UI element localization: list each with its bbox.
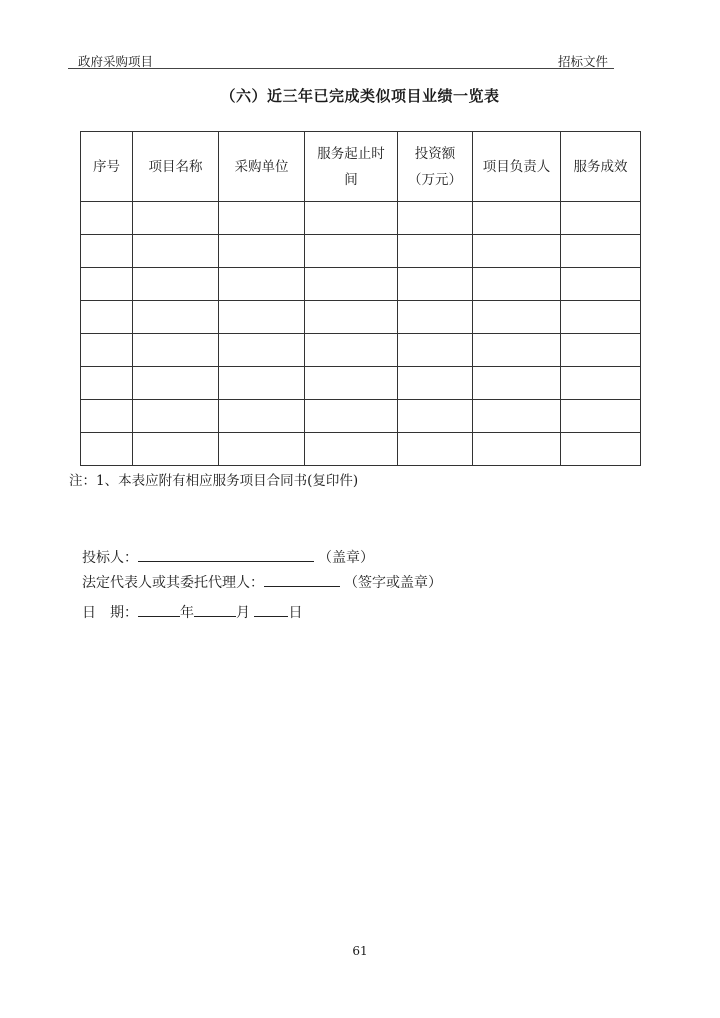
table-cell[interactable] xyxy=(561,235,641,268)
table-row xyxy=(81,235,641,268)
table-cell[interactable] xyxy=(81,433,133,466)
table-row xyxy=(81,301,641,334)
table-cell[interactable] xyxy=(133,400,219,433)
table-row xyxy=(81,268,641,301)
column-header: 项目负责人 xyxy=(473,132,561,202)
day-label: 日 xyxy=(288,605,303,621)
table-cell[interactable] xyxy=(473,433,561,466)
table-cell[interactable] xyxy=(81,367,133,400)
table-cell[interactable] xyxy=(398,235,473,268)
month-blank[interactable] xyxy=(194,602,236,617)
bidder-suffix: （盖章） xyxy=(318,550,374,566)
table-cell[interactable] xyxy=(561,334,641,367)
table-cell[interactable] xyxy=(219,268,305,301)
table-cell[interactable] xyxy=(473,268,561,301)
representative-blank[interactable] xyxy=(264,572,340,587)
table-cell[interactable] xyxy=(219,334,305,367)
date-label: 日 期： xyxy=(82,605,138,621)
table-cell[interactable] xyxy=(305,235,398,268)
table-cell[interactable] xyxy=(305,268,398,301)
column-header: 服务成效 xyxy=(561,132,641,202)
table-header-row xyxy=(81,132,641,202)
table-cell[interactable] xyxy=(561,400,641,433)
page-number: 61 xyxy=(352,944,368,958)
table-cell[interactable] xyxy=(473,301,561,334)
bidder-signature-line xyxy=(82,547,374,567)
table-cell[interactable] xyxy=(473,334,561,367)
column-header: 采购单位 xyxy=(219,132,305,202)
table-cell[interactable] xyxy=(398,433,473,466)
table-cell[interactable] xyxy=(81,400,133,433)
table-cell[interactable] xyxy=(398,202,473,235)
table-cell[interactable] xyxy=(305,334,398,367)
table-cell[interactable] xyxy=(561,367,641,400)
header-left-text: 政府采购项目 xyxy=(78,54,154,69)
column-header: 项目名称 xyxy=(133,132,219,202)
table-cell[interactable] xyxy=(219,400,305,433)
table-cell[interactable] xyxy=(133,367,219,400)
column-header: 序号 xyxy=(81,132,133,202)
table-cell[interactable] xyxy=(305,433,398,466)
table-cell[interactable] xyxy=(398,367,473,400)
table-row xyxy=(81,433,641,466)
table-cell[interactable] xyxy=(219,367,305,400)
page-header xyxy=(68,52,614,69)
table-cell[interactable] xyxy=(398,400,473,433)
table-note: 注：1、本表应附有相应服务项目合同书(复印件) xyxy=(69,473,359,489)
table-cell[interactable] xyxy=(133,433,219,466)
table-cell[interactable] xyxy=(305,202,398,235)
table-cell[interactable] xyxy=(219,301,305,334)
table-cell[interactable] xyxy=(473,235,561,268)
table-cell[interactable] xyxy=(81,202,133,235)
table-body xyxy=(81,202,641,466)
bidder-label: 投标人： xyxy=(82,550,138,566)
day-blank[interactable] xyxy=(254,602,288,617)
table-cell[interactable] xyxy=(473,202,561,235)
table-cell[interactable] xyxy=(81,301,133,334)
table-row xyxy=(81,334,641,367)
column-header: 投资额 （万元） xyxy=(398,132,473,202)
table-row xyxy=(81,367,641,400)
representative-signature-line xyxy=(82,572,442,592)
bidder-blank[interactable] xyxy=(138,547,314,562)
table-cell[interactable] xyxy=(398,301,473,334)
representative-suffix: （签字或盖章） xyxy=(344,575,442,591)
table-cell[interactable] xyxy=(133,235,219,268)
table-cell[interactable] xyxy=(561,301,641,334)
column-header: 服务起止时 间 xyxy=(305,132,398,202)
table-cell[interactable] xyxy=(561,268,641,301)
table-title: （六）近三年已完成类似项目业绩一览表 xyxy=(220,87,500,105)
table-row xyxy=(81,400,641,433)
table-cell[interactable] xyxy=(561,433,641,466)
table-cell[interactable] xyxy=(81,334,133,367)
table-cell[interactable] xyxy=(398,268,473,301)
table-cell[interactable] xyxy=(305,367,398,400)
representative-label: 法定代表人或其委托代理人： xyxy=(82,575,264,591)
year-label: 年 xyxy=(180,605,194,621)
table-cell[interactable] xyxy=(219,433,305,466)
table-cell[interactable] xyxy=(398,334,473,367)
date-line xyxy=(82,602,302,622)
table-cell[interactable] xyxy=(81,235,133,268)
table-cell[interactable] xyxy=(473,400,561,433)
table-cell[interactable] xyxy=(561,202,641,235)
table-cell[interactable] xyxy=(133,268,219,301)
table-cell[interactable] xyxy=(219,235,305,268)
header-right-text: 招标文件 xyxy=(557,54,608,69)
table-cell[interactable] xyxy=(473,367,561,400)
table-cell[interactable] xyxy=(133,202,219,235)
month-label: 月 xyxy=(236,605,250,621)
table-cell[interactable] xyxy=(305,400,398,433)
table-cell[interactable] xyxy=(219,202,305,235)
table-cell[interactable] xyxy=(133,301,219,334)
table-cell[interactable] xyxy=(305,301,398,334)
table-row xyxy=(81,202,641,235)
performance-table xyxy=(80,131,641,466)
table-cell[interactable] xyxy=(133,334,219,367)
year-blank[interactable] xyxy=(138,602,180,617)
table-cell[interactable] xyxy=(81,268,133,301)
